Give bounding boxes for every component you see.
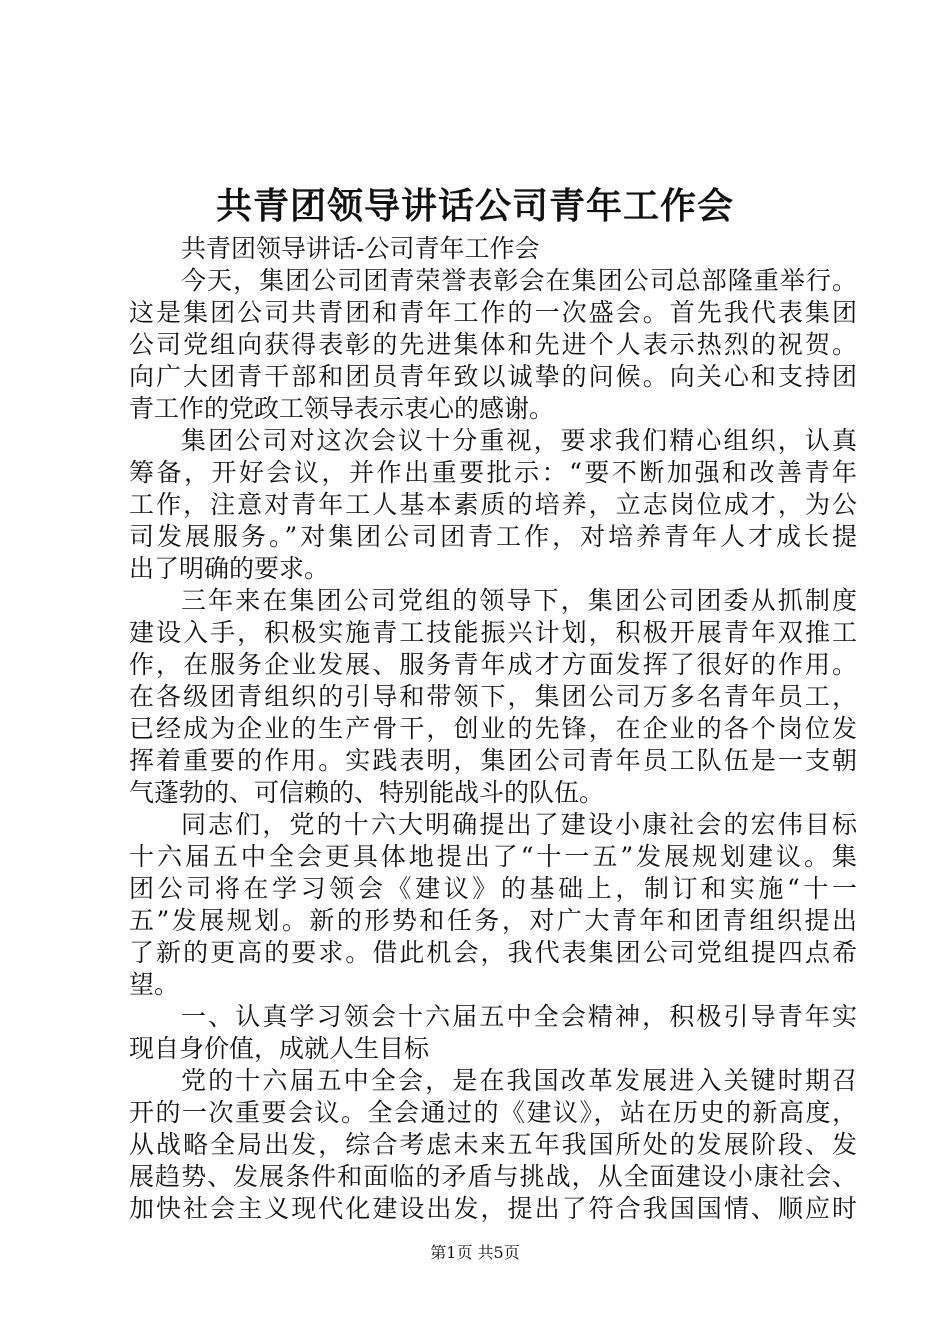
body-line: 气蓬勃的、可信赖的、特别能战斗的队伍。 — [129, 778, 605, 807]
body-line: 已经成为企业的生产骨干，创业的先锋，在企业的各个岗位发 — [129, 714, 857, 743]
body-line: 共青团领导讲话-公司青年工作会 — [181, 234, 540, 263]
body-line: 司发展服务。”对集团公司团青工作，对培养青年人才成长提 — [129, 522, 857, 551]
body-line: 从战略全局出发，综合考虑未来五年我国所处的发展阶段、发 — [129, 1130, 857, 1159]
body-line: 团公司将在学习领会《建议》的基础上，制订和实施“十一 — [129, 874, 857, 903]
body-line: 出了明确的要求。 — [129, 554, 330, 583]
body-line: 同志们，党的十六大明确提出了建设小康社会的宏伟目标 — [181, 810, 857, 839]
body-line: 加快社会主义现代化建设出发，提出了符合我国国情、顺应时 — [129, 1194, 857, 1223]
body-line: 挥着重要的作用。实践表明，集团公司青年员工队伍是一支朝 — [129, 746, 857, 775]
document-body — [129, 233, 857, 1225]
body-line: 工作，注意对青年工人基本素质的培养，立志岗位成才，为公 — [129, 490, 857, 519]
body-line: 开的一次重要会议。全会通过的《建议》，站在历史的新高度， — [129, 1098, 857, 1127]
body-line: 集团公司对这次会议十分重视，要求我们精心组织，认真 — [181, 426, 857, 455]
body-line: 了新的更高的要求。借此机会，我代表集团公司党组提四点希 — [129, 938, 857, 967]
body-line: 这是集团公司共青团和青年工作的一次盛会。首先我代表集团 — [129, 298, 857, 327]
body-line: 建设入手，积极实施青工技能振兴计划，积极开展青年双推工 — [129, 618, 857, 647]
body-line: 在各级团青组织的引导和带领下，集团公司万多名青年员工， — [129, 682, 857, 711]
body-line: 一、认真学习领会十六届五中全会精神，积极引导青年实 — [181, 1002, 857, 1031]
body-line: 三年来在集团公司党组的领导下，集团公司团委从抓制度 — [181, 586, 857, 615]
body-line: 展趋势、发展条件和面临的矛盾与挑战，从全面建设小康社会、 — [129, 1162, 857, 1191]
body-line: 青工作的党政工领导表示衷心的感谢。 — [129, 394, 555, 423]
body-line: 五”发展规划。新的形势和任务，对广大青年和团青组织提出 — [129, 906, 857, 935]
body-line: 今天，集团公司团青荣誉表彰会在集团公司总部隆重举行。 — [181, 266, 857, 295]
body-line: 现自身价值，成就人生目标 — [129, 1034, 430, 1063]
body-line: 向广大团青干部和团员青年致以诚挚的问候。向关心和支持团 — [129, 362, 857, 391]
body-line: 作，在服务企业发展、服务青年成才方面发挥了很好的作用。 — [129, 650, 857, 679]
body-line: 筹备，开好会议，并作出重要批示：“要不断加强和改善青年 — [129, 458, 857, 487]
body-line: 十六届五中全会更具体地提出了“十一五”发展规划建议。集 — [129, 842, 857, 871]
document-title: 共青团领导讲话公司青年工作会 — [215, 185, 734, 227]
body-line: 望。 — [129, 970, 180, 999]
page-footer: 第1页 共5页 — [430, 1243, 520, 1262]
body-line: 公司党组向获得表彰的先进集体和先进个人表示热烈的祝贺。 — [129, 330, 857, 359]
body-line: 党的十六届五中全会，是在我国改革发展进入关键时期召 — [181, 1066, 857, 1095]
